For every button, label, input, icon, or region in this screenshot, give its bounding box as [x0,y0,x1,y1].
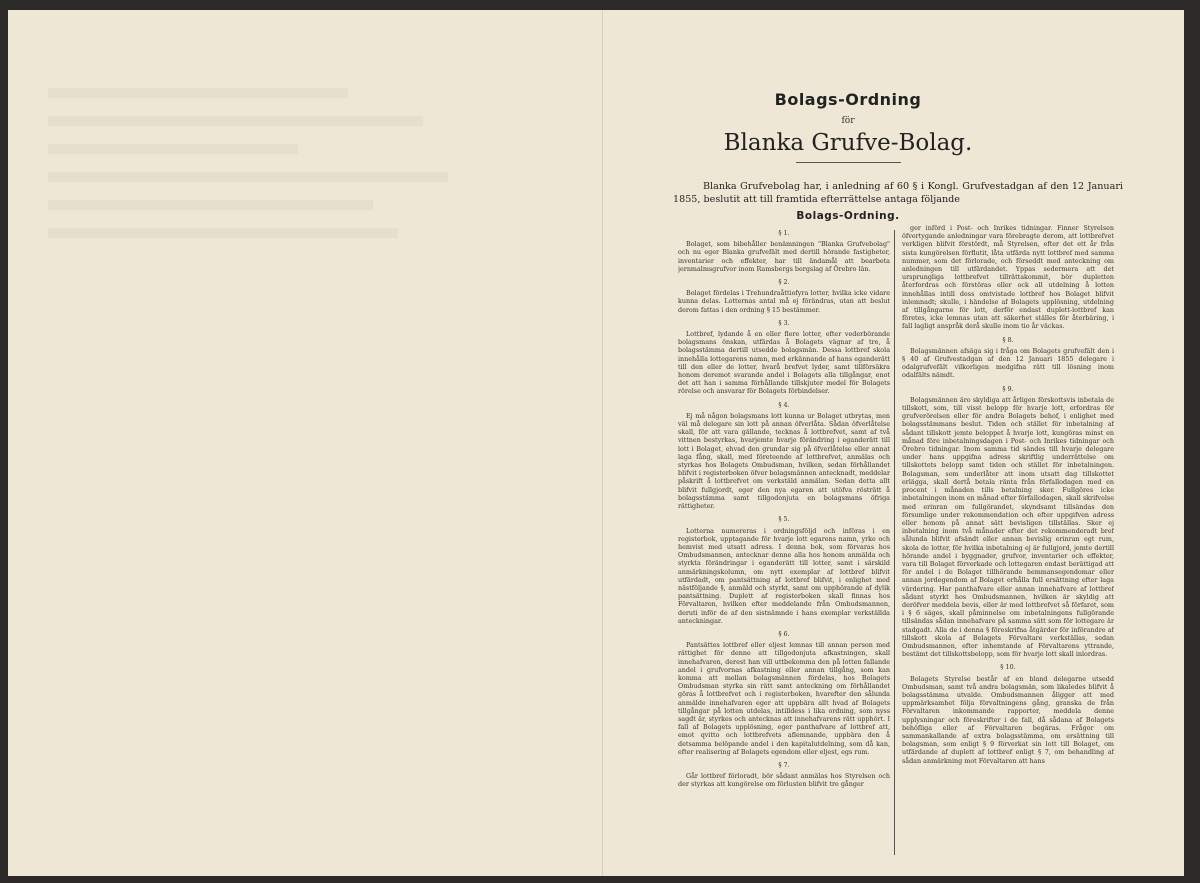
section-number: § 8. [1002,335,1014,344]
section-text: Lotterna numereras i ordningsföljd och införas i en registerbok, upptagande för hvarje lott egarens namn, yrke och hemvist med utsatt adress. I denna bok, som förvaras hos Ombudsmannen, antecknar denne alla hos honom anmälda och styrkta förändringar i eganderätt till lotter, samt i särskild anmärkningskolumn, om nytt exemplar af lottbref blifvit utfärdadt, om pantsättning af lottbref blifvit, i enlighet med nästföljande §, anmäld och styrkt, samt om upphörande af dylik pantsättning. Duplett af registerboken skall finnas hos Förvaltaren, hvilken efter meddelande från Ombudsmannen, deruti inför de af den sistnämnde i hans exemplar verkställda anteckningar. [678,526,890,625]
section-number: § 7. [778,760,790,769]
section-number: § 9. [1002,384,1014,393]
right-column [902,224,1114,844]
title-rule [796,162,901,163]
section-text: Lottbref, lydande å en eller flere lotter, efter vederbörande bolagsmans önskan, utfärdas å Bolagets vägnar af tre, å bolagsstämma dertill utsedde bolagsmän. Dessa lottbref skola innehålla lottegarens namn, med erkännande af hans eganderätt till den eller de lotter, hvarå brefvet lyder, samt tillförsäkra honom deremot svarande andel i Bolagets alla tillgångar, enot det att han i samma förhållande tillskjuter medel för Bolagets rörelse och ansvarar för Bolagets förbindelser. [678,330,890,396]
section-text: Går lottbref förloradt, bör sådant anmälas hos Styrelsen och der styrkas att kungörelse om förlusten blifvit tre gånger [678,772,890,789]
section-number: § 6. [778,629,790,638]
intro-paragraph: Blanka Grufvebolag har, i anledning af 60 § i Kongl. Grufvestadgan af den 12 Januari 1855, beslutit att till framtida efterrättelse antaga följande [673,181,1123,205]
company-name: Blanka Grufve-Bolag. [723,130,973,156]
document-sheet [8,10,1184,876]
section-text: Bolagsmännen äro skyldiga att årligen förskottsvis inbetala de tillskott, som, till visst belopp för hvarje lott, erfordras för grufverörelsen eller för andra Bolagets behof, i enlighet med bolagsstämmans beslut. Tiden och stället för inbetalning af sådant tillskott jemte beloppet å hvarje lott, kungöras minst en månad före inbetalningsdagen i Post- och Inrikes tidningar och Örebro tidningar. Inom samma tid sändes till hvarje delegare under hans uppgifna adress skriftlig underrättelse om tillskottets belopp samt tiden och stället för inbetalningen. Bolagsman, som underlåter att inom utsatt dag tillskottet erlägga, skall dertå betala ränta från förfallodagen med en procent i månaden tills betalning sker. Fullgöres icke inbetalningen inom en månad efter förfallodagen, skall skrifvelse med erinran om fullgörandet, skyndsamt tillsändas den försumlige under rekommendation och efter uppgifven adress eller honom på annat sätt bevisligen tillställas. Sker ej inbetalning inom två månader efter det rekommenderadt bref sålunda blifvit afsändt eller annan bevislig erinran egt rum, skola de lotter, för hvilka inbetalning ej är fullgjord, jemte dertill hörande andel i byggnader, grufvor, inventarier och effekter, vara till Bolaget förverkade och lottegaren endast berättigad att för andel i de Bolaget tillhörande hemmansegendomar eller annan jordegendom af Bolaget erhålla full ersättning efter laga värdering. Har panthafvare eller annan innehafvare af lottbref sådant styrkt hos Ombudsmannen, hvilken är skyldig att deröfver meddela bevis, eller är med lottbrefvet så förfaret, som i § 6 säges, skall påminnelse om inbetalningens fullgörande tillsändas sådan innehafvare på samma sätt som för lottegare är stadgadt. Alla de i denna § föreskrifna åtgärder för införandre af tillskott skola af Bolagets Förvaltare verkställas, sedan Ombudsmannen, efter inhemtande af Förvaltarens yttrande, bestämt det tillskottsbelopp, som för hvarje lott skall inlordras. [902,395,1114,659]
section-text: Bolagets Styrelse består af en bland delegarne utsedd Ombudsman, samt två andra bolagsmän, som likaledes blifvit å bolagsstämma utvalde. Ombudsmannen åligger att med uppmärksamhet följa förvaltningens gång, granska de från Förvaltaren inkommande rapporter, meddela denne upplysningar och föreskrifter i de fall, då sådana af Bolagets behöfliga eller af Förvaltaren begäras. Frågor om sammankallande af extra bolagsstämma, om ersättning till bolagsman, som enligt § 9 förverkat sin lott till Bolaget, om utfärdande af duplett af lottbref enligt § 7, om behandling af sådan anmärkning mot Förvaltaren att hans [902,674,1114,765]
section-number: § 2. [778,278,790,287]
section-text: Bolaget, som bibehåller benämningen "Blanka Grufvebolag" och nu eger Blanka grufvefält med dertill hörande fastigheter, inventarier och effekter, har till ändamål att bearbeta jernmalmsgrufvor inom Ramsbergs bergslag af Örebro län. [678,240,890,273]
left-column [678,224,890,869]
section-number: § 10. [1000,663,1016,672]
column-divider [894,230,895,855]
section-text: Ej må någon bolagsmans lott kunna ur Bolaget utbrytas, men väl må delegare sin lott på annan öfverlåta. Sådan öfverlåtelse skall, för att vara gällande, tecknas å lottbrefvet, samt af två vittnen bestyrkas, hvarjemte hvarje förändring i eganderätt till lott i Bolaget, ehvad den grundar sig på öfverlåtelse eller annat laga fång, skall, med företeende af lottbrefvet, anmälas och styrkas hos Bolagets Ombudsman, hvilken, sedan förhållandet blifvit i registerboken öfver bolagsmännen antecknadt, meddelar påskrift å lottbrefvet om verkstäld anmälan. Sedan detta allt blifvit fullgjordt, eger den nya egaren att utöfva rösträtt å bolagsstämma samt tillgodonjuta en bolagsmans öfriga rättigheter. [678,411,890,511]
section-number: § 1. [778,229,790,237]
section-text: Bolaget fördelas i Trehundraåttiofyra lotter, hvilka icke vidare kunna delas. Lotternas antal må ej förändras, utan att beslut derom fattas i den ordning § 15 bestämmer. [678,289,890,314]
section-number: § 3. [778,318,790,327]
section-number: § 4. [778,400,790,409]
page-fold [602,10,603,876]
section-number: § 5. [778,515,790,524]
bleed-through-text [48,70,548,370]
section-text: ger införd i Post- och Inrikes tidningar. Finner Styrelsen öfvertygande anledningar vara förebragte derom, att lottbrefvet verkligen blifvit förstördt, må Styrelsen, efter det ett år från sista kungörelsen förflutit, låta utfärda nytt lottbref med samma nummer, som det förlorade, och förseddt med anteckning om anledningen till utfärdandet. Yppas sedermera att det ursprungliga lottbrefvet tillrättakommit, bör dupletten återfordras och förstöras eller ock all utdelning å lotten innehållas intill dess omtvistade lottbref hos Bolaget blifvit inlemnadt; skulle, i händelse af Bolagets upplösning, utdelning af tillgångarne för lott, derför endast duplett-lottbref kan företes, icke lemnas utan att säkerhet ställes för återbäring, i fall lagligt anspråk derå skulle inom tio år väckas. [902,224,1114,331]
for-word: för [841,116,855,126]
section-text: Pantsättes lottbref eller eljest lemnas till annan person med rättighet för denne att tillgodonjuta afkastningen, skall innehafvaren, derest han vill uttbekomma den på lotten fallande andel i grufvornas afkastning eller annan tillgång, som kan komma att mellan bolagsmännen fördelas, hos Bolagets Ombudsman styrka sin rätt samt anteckning om förhållandet göras å lottbrefvet och i registerboken, hvarefter den sålunda anmälde innehafvaren eger att uppbära allt hvad af Bolagets tillgångar på lotten utdelas, intilldess i lika ordning, som nyss sagdt är, styrkes och antecknas att innehafvarens rätt upphört. I fall af Bolagets upplösning, eger panthafvare af lottbref att, emot qvitto och lottbrefvets aflemnande, uppbära den å detsamma belöpande andel i den kapitalutdelning, som då kan, efter realisering af Bolagets egendom eller eljest, egs rum. [678,641,890,756]
subtitle: Bolags-Ordning. [796,210,900,222]
document-title: Bolags-Ordning [774,90,922,109]
section-text: Bolagsmännen afsäga sig i fråga om Bolagets grufvefält den i § 40 af Grufvestadgan af den 12 Januari 1855 delegare i odalgrufvefält vilkorligen medgifna rätt till lösning inom odalfälts nämdt. [902,346,1114,380]
